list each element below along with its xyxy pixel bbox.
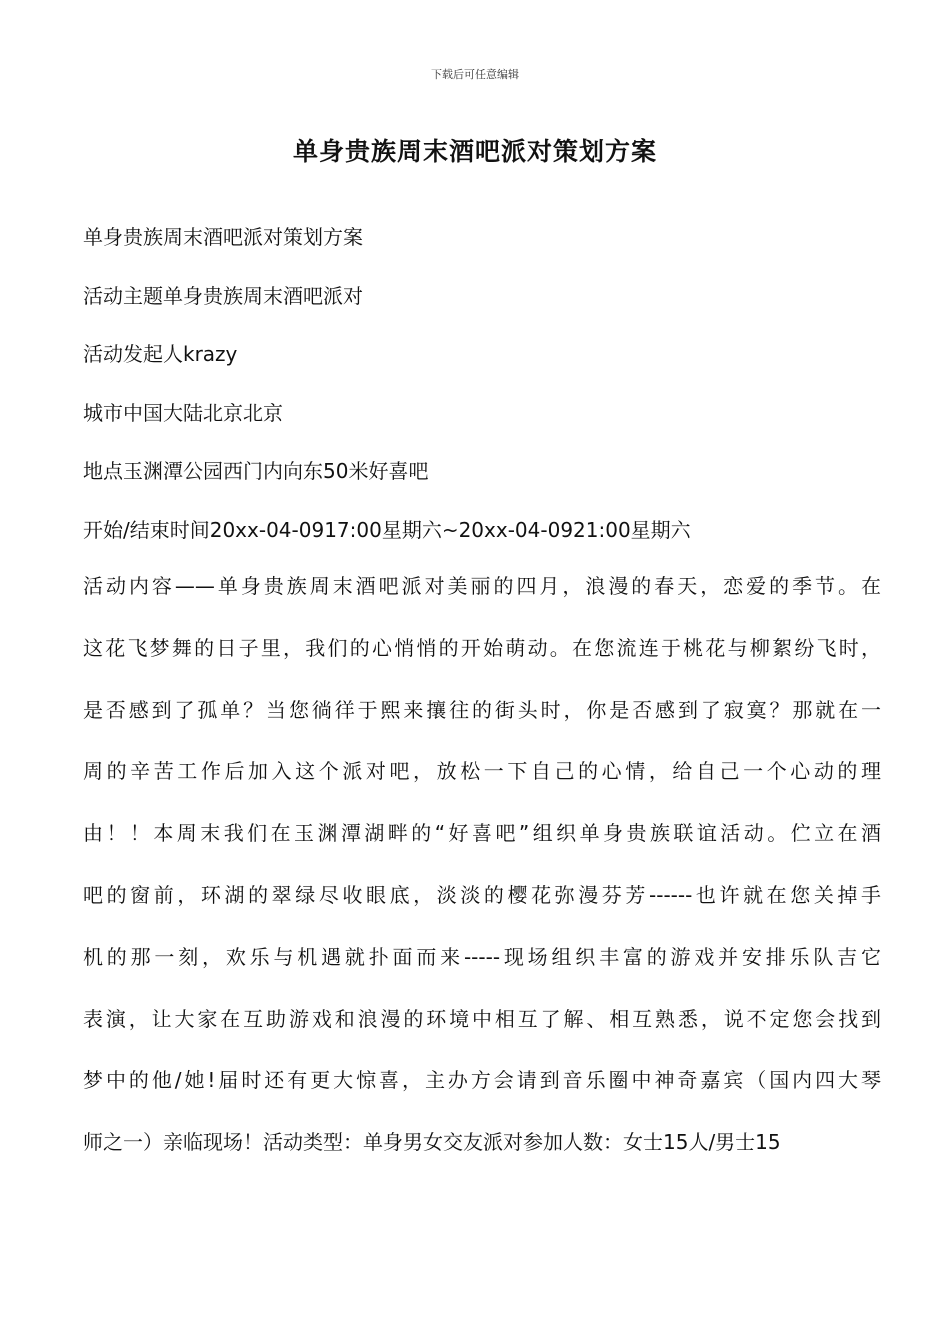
info-line-time: 开始/结束时间20xx-04-0917:00星期六~20xx-04-0921:00星期六	[83, 517, 691, 542]
document-title: 单身贵族周末酒吧派对策划方案	[292, 137, 657, 166]
paragraph-line: 周的辛苦工作后加入这个派对吧，放松一下自己的心情，给自己一个心动的理	[83, 759, 881, 784]
paragraph-line: 表演，让大家在互助游戏和浪漫的环境中相互了解、相互熟悉，说不定您会找到	[83, 1006, 881, 1031]
info-line-theme: 活动主题单身贵族周末酒吧派对	[83, 283, 363, 308]
paragraph-line: 机的那一刻，欢乐与机遇就扑面而来-----现场组织丰富的游戏并安排乐队吉它	[83, 944, 881, 969]
paragraph-line: 活动内容——单身贵族周末酒吧派对美丽的四月，浪漫的春天，恋爱的季节。在	[83, 574, 881, 598]
info-lines	[83, 222, 883, 573]
paragraph-line: 是否感到了孤单？当您徜徉于熙来攘往的街头时，你是否感到了寂寞？那就在一	[83, 697, 881, 722]
paragraph-line: 由！！本周末我们在玉渊潭湖畔的“好喜吧”组织单身贵族联谊活动。伫立在酒	[83, 821, 881, 846]
info-line-city: 城市中国大陆北京北京	[83, 400, 283, 425]
info-line-plan-name: 单身贵族周末酒吧派对策划方案	[83, 225, 363, 249]
header-watermark: 下载后可任意编辑	[431, 68, 519, 81]
paragraph-line: 吧的窗前，环湖的翠绿尽收眼底，淡淡的樱花弥漫芬芳------也许就在您关掉手	[83, 882, 881, 907]
activity-content-paragraph	[83, 571, 881, 1189]
info-line-organizer: 活动发起人krazy	[83, 342, 238, 366]
paragraph-line: 梦中的他/她!届时还有更大惊喜，主办方会请到音乐圈中神奇嘉宾（国内四大琴	[83, 1068, 881, 1093]
paragraph-line: 师之一）亲临现场！活动类型：单身男女交友派对参加人数：女士15人/男士15	[83, 1130, 781, 1155]
paragraph-line: 这花飞梦舞的日子里，我们的心悄悄的开始萌动。在您流连于桃花与柳絮纷飞时，	[83, 635, 881, 660]
info-line-location: 地点玉渊潭公园西门内向东50米好喜吧	[83, 459, 429, 483]
